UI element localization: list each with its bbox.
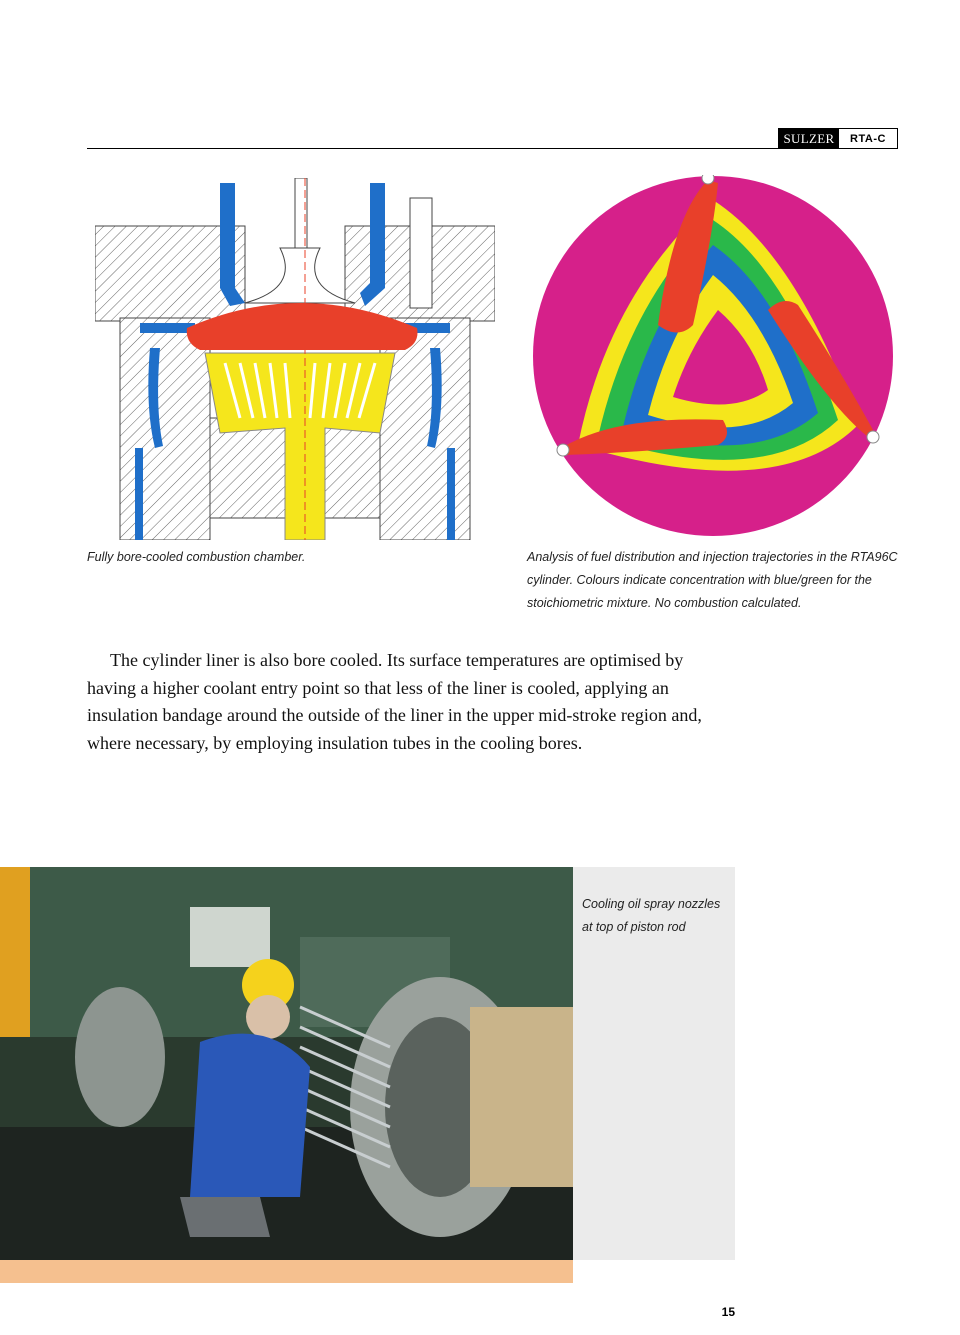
- brand-name: SULZER: [779, 129, 839, 148]
- factory-scene: [0, 867, 573, 1260]
- fuel-distribution-analysis: [528, 175, 898, 537]
- right-figure-caption: Analysis of fuel distribution and injection trajectories in the RTA96C cylinder. Colours indicate concentration with blue/green for the stoichiometric mixture. No combustion calculated.: [527, 550, 898, 610]
- photo-caption: Cooling oil spray nozzles at top of piston rod: [582, 897, 721, 934]
- product-name: RTA-C: [839, 129, 897, 148]
- photo-accent-bar: [0, 1260, 573, 1283]
- left-figure-caption: Fully bore-cooled combustion chamber.: [87, 550, 306, 564]
- body-paragraph: The cylinder liner is also bore cooled. Its surface temperatures are optimised by having a higher coolant entry point so that less of the liner is cooled, applying an insulation bandage around the outside of the liner in the upper mid-stroke region and, where necessary, by employing insulation tubes in the cooling bores.: [87, 650, 702, 753]
- spray-nozzles-photo: [0, 867, 573, 1260]
- combustion-chamber-diagram: [95, 178, 495, 540]
- page-number: 15: [721, 1305, 735, 1319]
- header-rule: [87, 148, 898, 149]
- brand-badge: [778, 128, 898, 149]
